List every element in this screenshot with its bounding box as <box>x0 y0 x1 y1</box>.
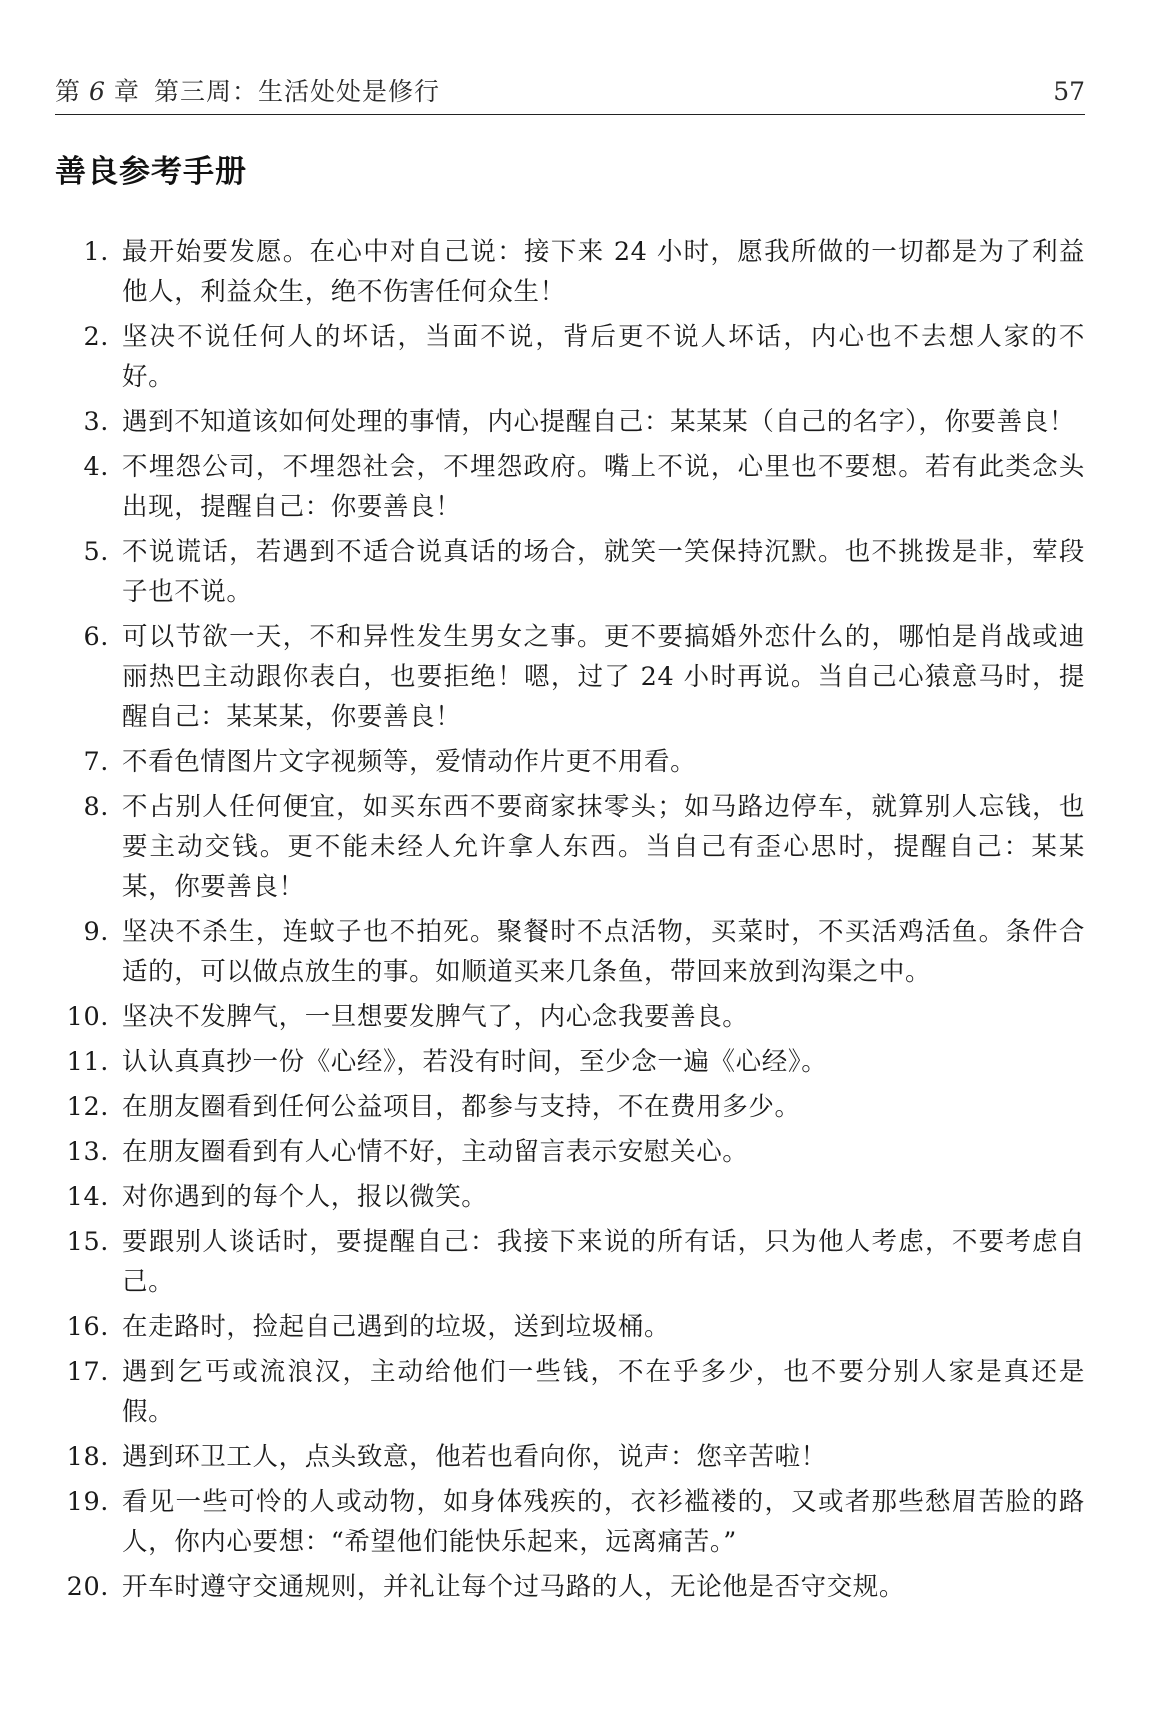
item-text: 认认真真抄一份《心经》，若没有时间，至少念一遍《心经》。 <box>122 1047 828 1077</box>
item-number: 14. <box>66 1182 109 1212</box>
list-item <box>55 402 1085 442</box>
section-title: 善良参考手册 <box>55 154 247 190</box>
list-item <box>55 232 1085 312</box>
item-text: 遇到环卫工人，点头致意，他若也看向你，说声：您辛苦啦！ <box>122 1442 827 1472</box>
item-number: 10. <box>66 1002 109 1032</box>
item-number: 5. <box>83 537 109 567</box>
list-item <box>55 1307 1085 1347</box>
item-number: 12. <box>66 1092 109 1122</box>
item-number: 4. <box>83 452 109 482</box>
item-text: 可以节欲一天，不和异性发生男女之事。更不要搞婚外恋什么的，哪怕是肖战或迪丽热巴主动跟你表白，也要拒绝！嗯，过了 24 小时再说。当自己心猿意马时，提醒自己：某某某，你要善良！ <box>122 622 1085 732</box>
item-number: 1. <box>83 237 109 267</box>
item-text: 遇到乞丐或流浪汉，主动给他们一些钱，不在乎多少，也不要分别人家是真还是假。 <box>122 1357 1085 1427</box>
item-number: 20. <box>66 1572 109 1602</box>
item-number: 15. <box>66 1227 109 1257</box>
item-number: 19. <box>66 1487 109 1517</box>
item-text: 在朋友圈看到有人心情不好，主动留言表示安慰关心。 <box>122 1137 749 1167</box>
list-item <box>55 1087 1085 1127</box>
list-item <box>55 742 1085 782</box>
item-number: 9. <box>83 917 109 947</box>
chapter-suffix: 章 <box>113 77 140 106</box>
item-number: 16. <box>66 1312 109 1342</box>
item-text: 坚决不发脾气，一旦想要发脾气了，内心念我要善良。 <box>122 1002 749 1032</box>
item-number: 7. <box>83 747 109 777</box>
item-text: 最开始要发愿。在心中对自己说：接下来 24 小时，愿我所做的一切都是为了利益他人，利益众生，绝不伤害任何众生！ <box>122 237 1085 307</box>
chapter-label: 第 <box>55 77 82 106</box>
item-number: 13. <box>66 1137 109 1167</box>
list-item <box>55 317 1085 397</box>
page-number: 57 <box>1053 77 1085 106</box>
list-item <box>55 912 1085 992</box>
item-text: 不占别人任何便宜，如买东西不要商家抹零头；如马路边停车，就算别人忘钱，也要主动交钱。更不能未经人允许拿人东西。当自己有歪心思时，提醒自己：某某某，你要善良！ <box>122 792 1085 902</box>
list-item <box>55 1132 1085 1172</box>
item-number: 17. <box>66 1357 109 1387</box>
chapter-number: 6 <box>89 77 106 106</box>
guideline-list <box>55 232 1085 1612</box>
item-text: 看见一些可怜的人或动物，如身体残疾的，衣衫褴褛的，又或者那些愁眉苦脸的路人，你内心要想：“希望他们能快乐起来，远离痛苦。” <box>122 1487 1085 1557</box>
list-item <box>55 1042 1085 1082</box>
item-number: 6. <box>83 622 109 652</box>
item-text: 遇到不知道该如何处理的事情，内心提醒自己：某某某（自己的名字），你要善良！ <box>122 407 1075 437</box>
item-number: 18. <box>66 1442 109 1472</box>
item-number: 11. <box>66 1047 109 1077</box>
item-number: 3. <box>83 407 109 437</box>
list-item <box>55 997 1085 1037</box>
item-text: 不埋怨公司，不埋怨社会，不埋怨政府。嘴上不说，心里也不要想。若有此类念头出现，提醒自己：你要善良！ <box>122 452 1085 522</box>
item-number: 2. <box>83 322 109 352</box>
list-item <box>55 447 1085 527</box>
list-item <box>55 617 1085 737</box>
list-item <box>55 532 1085 612</box>
list-item <box>55 1222 1085 1302</box>
item-text: 坚决不杀生，连蚊子也不拍死。聚餐时不点活物，买菜时，不买活鸡活鱼。条件合适的，可以做点放生的事。如顺道买来几条鱼，带回来放到沟渠之中。 <box>122 917 1085 987</box>
list-item <box>55 1352 1085 1432</box>
running-header <box>55 74 1085 115</box>
item-text: 对你遇到的每个人，报以微笑。 <box>122 1182 488 1212</box>
list-item <box>55 1567 1085 1607</box>
item-text: 在朋友圈看到任何公益项目，都参与支持，不在费用多少。 <box>122 1092 801 1122</box>
list-item <box>55 1437 1085 1477</box>
item-text: 不看色情图片文字视频等，爱情动作片更不用看。 <box>122 747 697 777</box>
item-text: 在走路时，捡起自己遇到的垃圾，送到垃圾桶。 <box>122 1312 671 1342</box>
chapter-heading <box>55 74 440 110</box>
list-item <box>55 1482 1085 1562</box>
item-number: 8. <box>83 792 109 822</box>
item-text: 开车时遵守交通规则，并礼让每个过马路的人，无论他是否守交规。 <box>122 1572 906 1602</box>
chapter-title: 第三周：生活处处是修行 <box>153 77 440 106</box>
item-text: 坚决不说任何人的坏话，当面不说，背后更不说人坏话，内心也不去想人家的不好。 <box>122 322 1085 392</box>
item-text: 不说谎话，若遇到不适合说真话的场合，就笑一笑保持沉默。也不挑拨是非，荤段子也不说。 <box>122 537 1085 607</box>
list-item <box>55 1177 1085 1217</box>
item-text: 要跟别人谈话时，要提醒自己：我接下来说的所有话，只为他人考虑，不要考虑自己。 <box>122 1227 1085 1297</box>
list-item <box>55 787 1085 907</box>
